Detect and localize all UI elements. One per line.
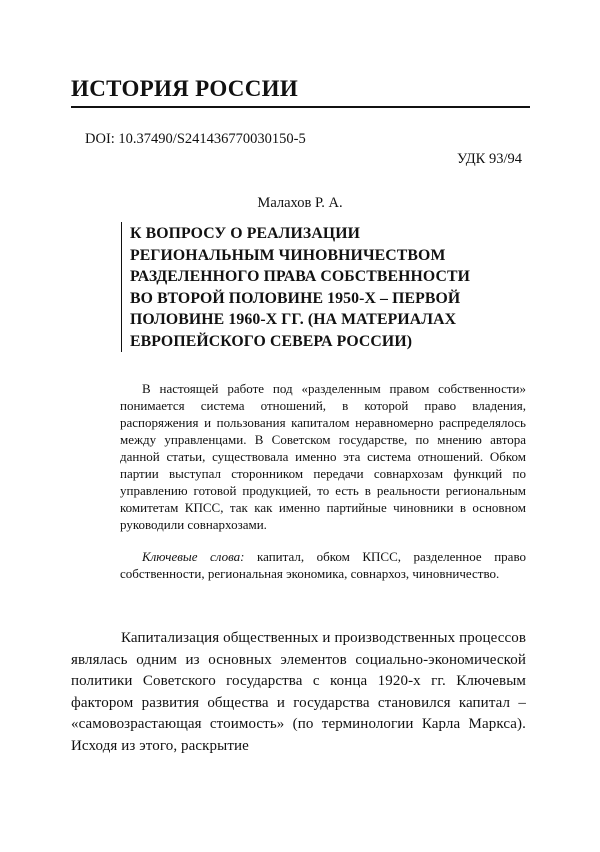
author-name: Малахов Р. А. — [0, 194, 600, 212]
section-title: ИСТОРИЯ РОССИИ — [71, 74, 531, 104]
article-title-line: ВО ВТОРОЙ ПОЛОВИНЕ 1950-Х – ПЕРВОЙ — [130, 288, 526, 310]
body-paragraph: Капитализация общественных и производственных процессов являлась одним из основных элементов социально-экономической политики Советского государства с конца 1920-х гг. Ключевым фактором развития общества и государства становился капитал – «самовозрастающая стоимость» (по терминологии Карла Маркса). Исходя из этого, раскрытие — [71, 628, 526, 757]
article-title-line: РЕГИОНАЛЬНЫМ ЧИНОВНИЧЕСТВОМ — [130, 245, 526, 267]
article-title — [130, 223, 526, 352]
article-title-line: ЕВРОПЕЙСКОГО СЕВЕРА РОССИИ) — [130, 331, 526, 353]
udk-code: УДК 93/94 — [457, 150, 522, 168]
header-rule — [71, 106, 530, 108]
article-title-block — [121, 222, 526, 352]
abstract: В настоящей работе под «разделенным правом собственности» понимается система отношений, в которой право владения, распоряжения и пользования капиталом неравномерно распределялось между управленцами. В Советском государстве, по мнению автора данной статьи, существовала именно эта система отношений. Обком партии выступал сторонником передачи совнархозам функций по управлению готовой продукцией, то есть в реальности региональным комитетам КПСС, так как именно партийные чиновники в основном руководили совнархозами. — [120, 380, 526, 533]
article-title-line: РАЗДЕЛЕННОГО ПРАВА СОБСТВЕННОСТИ — [130, 266, 526, 288]
article-title-line: К ВОПРОСУ О РЕАЛИЗАЦИИ — [130, 223, 526, 245]
keywords — [120, 548, 526, 582]
keywords-text: капитал, обком КПСС, разделенное право собственности, региональная экономика, совнархоз, чиновничество. — [120, 549, 526, 581]
keywords-label: Ключевые слова: — [142, 549, 244, 564]
article-title-line: ПОЛОВИНЕ 1960-Х ГГ. (НА МАТЕРИАЛАХ — [130, 309, 526, 331]
doi-line: DOI: 10.37490/S241436770030150-5 — [85, 130, 306, 148]
